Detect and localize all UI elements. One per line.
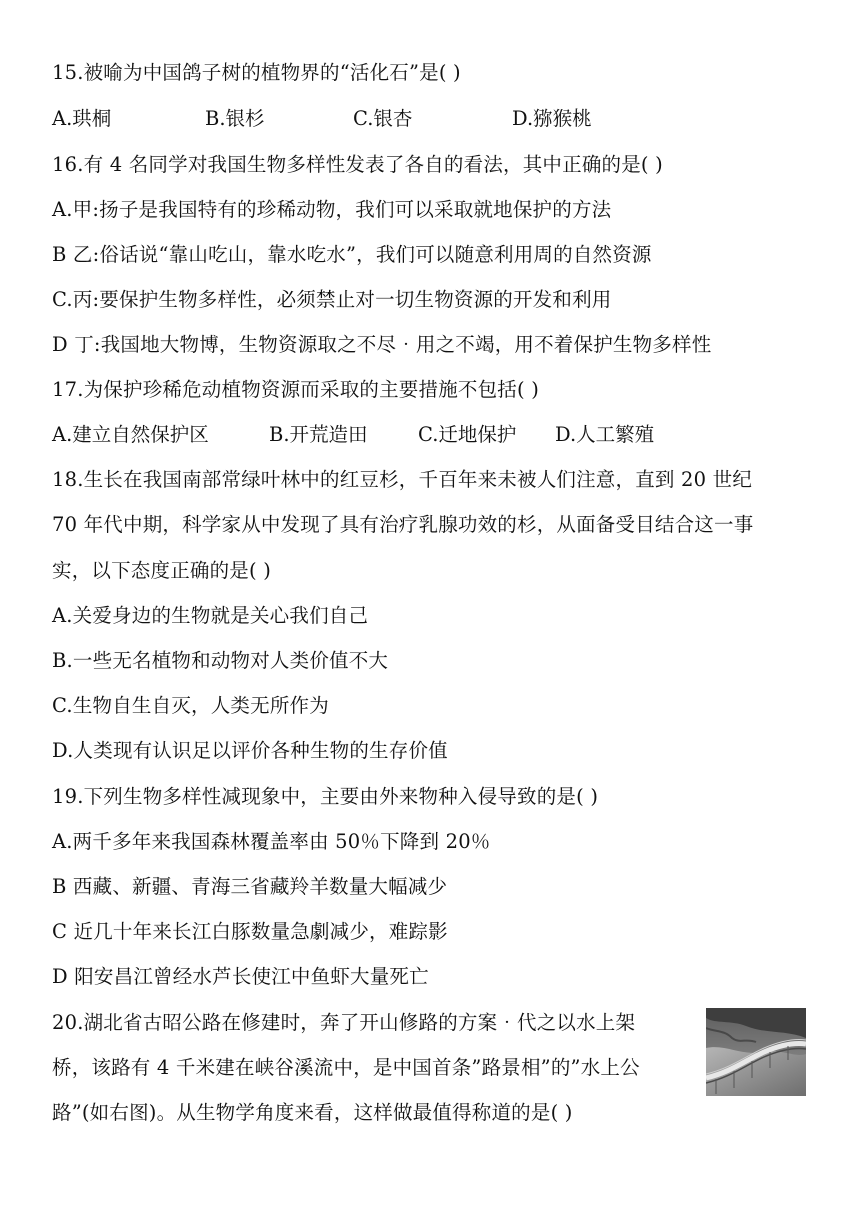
q16-option-c: C.丙:要保护生物多样性，必须禁止对一切生物资源的开发和利用 [52,288,612,311]
q16-option-d: D 丁:我国地大物博，生物资源取之不尽‧用之不竭，用不着保护生物多样性 [52,333,712,356]
q17-stem: 17.为保护珍稀危动植物资源而采取的主要措施不包括( ) [52,378,540,401]
q19-option-b: B 西藏、新疆、青海三省藏羚羊数量大幅减少 [52,875,448,898]
q16-stem: 16.有 4 名同学对我国生物多样性发表了各自的看法，其中正确的是( ) [52,153,663,176]
q20-stem-line-1: 20.湖北省古昭公路在修建时，奔了开山修路的方案‧代之以水上架 [52,1011,636,1034]
q15-option-c: C.银杏 [353,107,413,130]
q17-option-a: A.建立自然保护区 [52,423,209,446]
q15-stem: 15.被喻为中国鸽子树的植物界的“活化石”是( ) [52,61,461,84]
q18-stem-line-2: 70 年代中期，科学家从中发现了具有治疗乳腺功效的杉，从面备受目结合这一事 [52,513,754,536]
q18-option-c: C.生物自生自灭，人类无所作为 [52,694,329,717]
q19-stem: 19.下列生物多样性减现象中，主要由外来物种入侵导致的是( ) [52,785,599,808]
q17-option-b: B.开荒造田 [269,423,368,446]
q17-options [52,420,752,450]
q18-stem-line-1: 18.生长在我国南部常绿叶林中的红豆杉，千百年来未被人们注意，直到 20 世纪 [52,468,753,491]
q15-option-b: B.银杉 [205,107,265,130]
q16-option-a: A.甲:扬子是我国特有的珍稀动物，我们可以采取就地保护的方法 [52,198,612,221]
q15-option-d: D.猕猴桃 [512,107,592,130]
road-photo-icon [706,1008,806,1096]
q17-option-c: C.迁地保护 [418,423,517,446]
q18-option-a: A.关爱身边的生物就是关心我们自己 [52,604,369,627]
q17-option-d: D.人工繁殖 [555,423,655,446]
q19-option-a: A.两千多年来我国森林覆盖率由 50％下降到 20％ [52,830,491,853]
q15-option-a: A.珙桐 [52,107,112,130]
q16-option-b: B 乙:俗话说“靠山吃山，靠水吃水”，我们可以随意利用周的自然资源 [52,243,652,266]
q19-option-d: D 阳安昌江曾经水芦长使江中鱼虾大量死亡 [52,965,429,988]
q19-option-c: C 近几十年来长江白豚数量急劇减少，难踪影 [52,920,448,943]
q20-stem-line-3: 路”(如右图)。从生物学角度来看，这样做最值得称道的是( ) [52,1101,573,1124]
q18-stem-line-3: 实，以下态度正确的是( ) [52,559,272,582]
q18-option-d: D.人类现有认识足以评价各种生物的生存价值 [52,739,448,762]
q18-option-b: B.一些无名植物和动物对人类价值不大 [52,649,389,672]
q20-stem-line-2: 桥，该路有 4 千米建在峡谷溪流中，是中国首条”路景相”的”水上公 [52,1056,640,1079]
q15-options [52,104,752,134]
